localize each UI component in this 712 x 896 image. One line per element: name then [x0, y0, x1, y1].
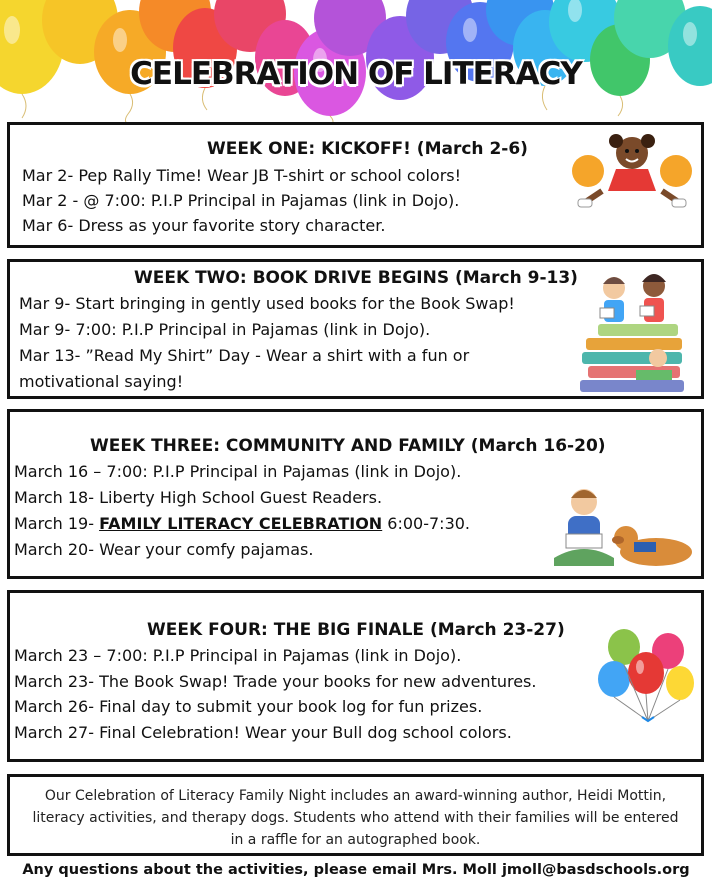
week-three-section — [7, 409, 704, 579]
cheerleader-icon — [572, 131, 692, 215]
week-one-heading: WEEK ONE: KICKOFF! (March 2-6) — [207, 139, 528, 159]
list-item: Mar 2- Pep Rally Time! Wear JB T-shirt or school colors! — [22, 166, 462, 185]
page-title: CELEBRATION OF LITERACY — [130, 56, 582, 92]
list-item — [14, 511, 470, 536]
list-item: March 27- Final Celebration! Wear your Bull dog school colors. — [14, 723, 512, 742]
list-item: motivational saying! — [19, 372, 184, 391]
week-four-heading: WEEK FOUR: THE BIG FINALE (March 23-27) — [147, 620, 565, 640]
week-four-section — [7, 590, 704, 762]
list-item: March 20- Wear your comfy pajamas. — [14, 540, 314, 559]
list-item-suffix: 6:00-7:30. — [382, 514, 471, 533]
list-item: March 23- The Book Swap! Trade your books for new adventures. — [14, 672, 537, 691]
kids-reading-books-icon — [578, 272, 698, 402]
week-two-heading: WEEK TWO: BOOK DRIVE BEGINS (March 9-13) — [134, 268, 578, 288]
list-item-prefix: March 19- — [14, 514, 100, 533]
contact-line: Any questions about the activities, please email Mrs. Moll jmoll@basdschools.org — [22, 862, 690, 878]
family-literacy-celebration: FAMILY LITERACY CELEBRATION — [99, 514, 383, 533]
week-three-heading: WEEK THREE: COMMUNITY AND FAMILY (March 16-20) — [90, 436, 606, 456]
list-item: Mar 9- Start bringing in gently used books for the Book Swap! — [19, 294, 515, 313]
list-item: Mar 2 - @ 7:00: P.I.P Principal in Pajamas (link in Dojo). — [22, 191, 460, 210]
boy-reading-with-dog-icon — [544, 480, 694, 580]
week-two-section — [7, 259, 704, 399]
list-item: Mar 13- ”Read My Shirt” Day - Wear a shirt with a fun or — [19, 346, 470, 365]
list-item: Mar 9- 7:00: P.I.P Principal in Pajamas (link in Dojo). — [19, 320, 431, 339]
list-item: March 26- Final day to submit your book log for fun prizes. — [14, 697, 483, 716]
list-item: March 23 – 7:00: P.I.P Principal in Pajamas (link in Dojo). — [14, 646, 462, 665]
family-night-note: Our Celebration of Literacy Family Night includes an award-winning author, Heidi Mottin, literacy activities, and therapy dogs. Students who attend with their families will be entered in a raffle for an autographed book. — [7, 774, 704, 856]
list-item: March 16 – 7:00: P.I.P Principal in Pajamas (link in Dojo). — [14, 462, 462, 481]
list-item: March 18- Liberty High School Guest Readers. — [14, 488, 383, 507]
week-one-section — [7, 122, 704, 248]
list-item: Mar 6- Dress as your favorite story character. — [22, 216, 386, 235]
balloon-bunch-icon — [596, 629, 696, 733]
